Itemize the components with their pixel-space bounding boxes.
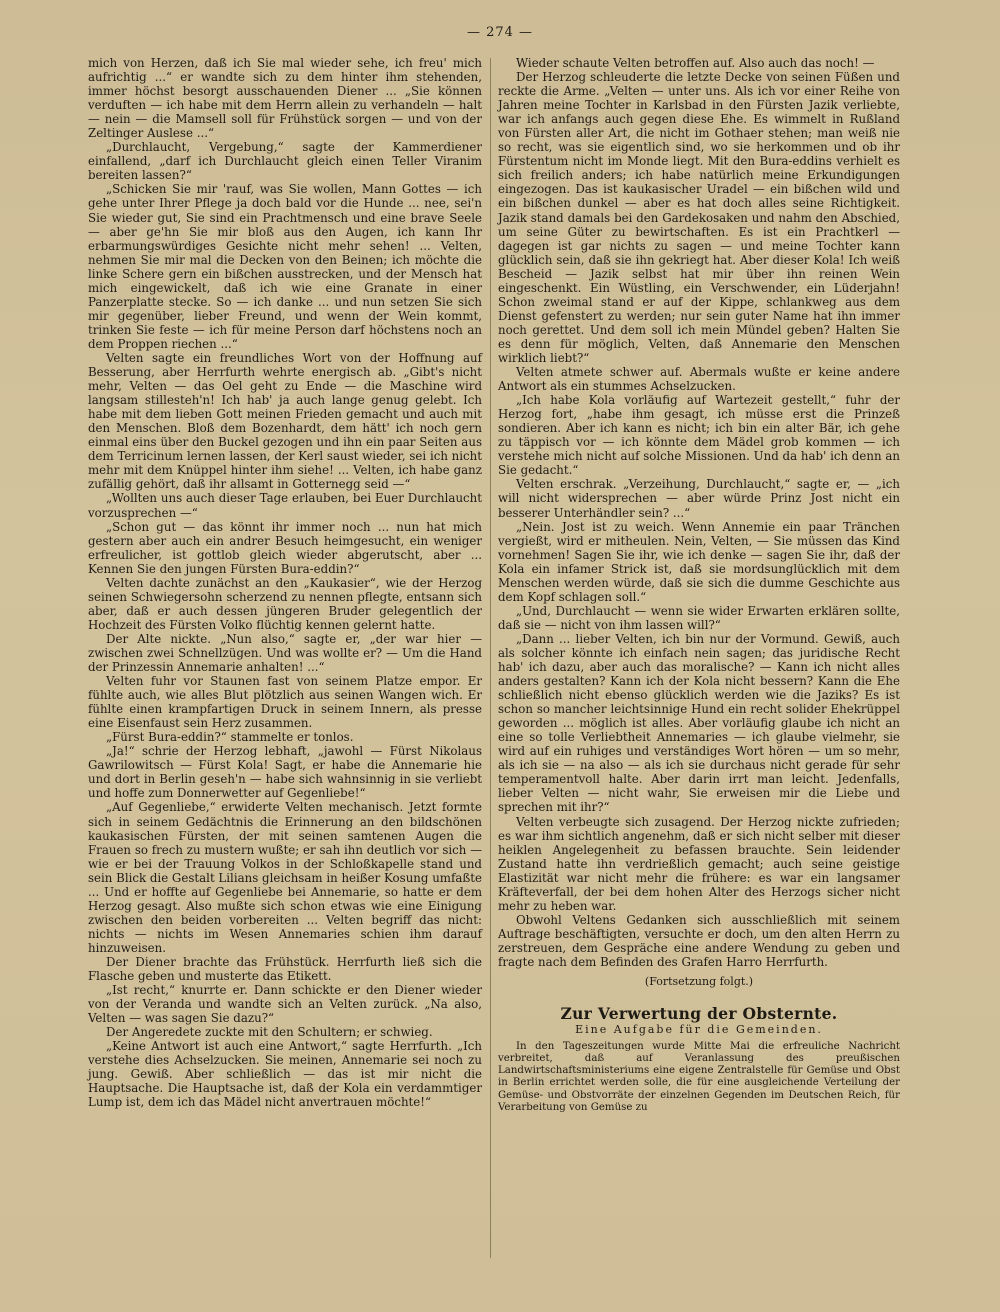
paragraph: Velten atmete schwer auf. Abermals wußte er keine andere Antwort als ein stummes Achselzucken. [498, 365, 900, 394]
paragraph: „Und, Durchlaucht — wenn sie wider Erwarten erklären sollte, daß sie — nicht von ihm lassen will?“ [498, 603, 900, 632]
paragraph: Der Alte nickte. „Nun also,“ sagte er, „der war hier — zwischen zwei Schnellzügen. Und was wollte er? — Um die Hand der Prinzessin Annemarie anhalten! ...“ [88, 631, 482, 675]
paragraph: „Schon gut — das könnt ihr immer noch ... nun hat mich gestern aber auch ein andrer Besuch heimgesucht, ein weniger erfreulicher, ist gottlob gleich wieder abgerutscht, aber ... Kennen Sie den jungen Fürsten Bura-eddin?“ [88, 519, 482, 576]
article-subtitle: Eine Aufgabe für die Gemeinden. [575, 1023, 823, 1037]
article-title: Zur Verwertung der Obsternte. [560, 1004, 838, 1024]
paragraph: „Wollten uns auch dieser Tage erlauben, bei Euer Durchlaucht vorzusprechen —“ [88, 491, 482, 520]
left-column [88, 56, 482, 1110]
paragraph: „Ich habe Kola vorläufig auf Wartezeit gestellt,“ fuhr der Herzog fort, „habe ihm gesagt, ich müsse erst die Prinzeß sondieren. Aber ich kann es nicht; ich bin ein alter Bär, ich gehe zu täppisch vor — ich könnte dem Mädel grob kommen — ich verstehe mich nicht auf solche Missionen. Und da hab' ich denn an Sie gedacht.“ [498, 393, 900, 478]
paragraph: „Nein. Jost ist zu weich. Wenn Annemie ein paar Tränchen vergießt, wird er mitheulen. Nein, Velten, — Sie müssen das Kind vornehmen! Sagen Sie ihr, wie ich denke — sagen Sie ihr, daß der Kola ein infamer Strick ist, daß sie mordsunglücklich mit dem Menschen werden würde, daß sie sich die dumme Geschichte aus dem Kopf schlagen soll.“ [498, 519, 900, 604]
column-divider [490, 58, 491, 1258]
paragraph: „Dann ... lieber Velten, ich bin nur der Vormund. Gewiß, auch als solcher könnte ich einfach nein sagen; das juridische Recht hab' ich dazu, aber auch das moralische? — Kann ich nicht alles anders gestalten? Kann ich der Kola nicht bessern? Kann die Ehe schließlich nicht ebenso glücklich werden wie die Jaziks? Es ist schon so mancher leichtsinnige Hund ein recht solider Ehekrüppel geworden ... möglich ist alles. Aber vorläufig glaube ich nicht an eine so tolle Verliebtheit Annemaries — ich glaube vielmehr, sie wird auf ein ruhiges und verständiges Wort hören — um so mehr, als ich sie — na also — als ich sie durchaus nicht gerade für sehr temperamentvoll halte. Aber darin irrt man leicht. Jedenfalls, lieber Velten — nicht wahr, Sie erweisen mir die Liebe und sprechen mit ihr?“ [498, 631, 900, 815]
page-number: — 274 — [466, 25, 534, 40]
paragraph: „Ist recht,“ knurrte er. Dann schickte er den Diener wieder von der Veranda und wandte sich an Velten zurück. „Na also, Velten — was sagen Sie dazu?“ [88, 983, 482, 1026]
paragraph: „Keine Antwort ist auch eine Antwort,“ sagte Herrfurth. „Ich verstehe dies Achselzucken. Sie meinen, Annemarie sei noch zu jung. Gewiß. Aber schließlich — das ist mir nicht die Hauptsache. Die Hauptsache ist, daß der Kola ein verdammtiger Lump ist, dem ich das Mädel nicht anvertrauen möchte!“ [88, 1039, 482, 1110]
paragraph: Velten verbeugte sich zusagend. Der Herzog nickte zufrieden; es war ihm sichtlich angenehm, daß er sich nicht selber mit dieser heiklen Angelegenheit zu befassen brauchte. Sein leidender Zustand hatte ihn verdrießlich gemacht; auch seine geistige Elastizität war nicht mehr die frühere: es war ein langsamer Kräfteverfall, der bei dem hohen Alter des Herzogs sicher nicht mehr zu heben war. [498, 814, 900, 913]
paragraph: Obwohl Veltens Gedanken sich ausschließlich mit seinem Auftrage beschäftigten, versuchte er doch, um den alten Herrn zu zerstreuen, dem Gespräche eine andere Wendung zu geben und fragte nach dem Befinden des Grafen Harro Herrfurth. [498, 912, 900, 969]
paragraph: Der Herzog schleuderte die letzte Decke von seinen Füßen und reckte die Arme. „Velten — unter uns. Als ich vor einer Reihe von Jahren meine Tochter in Karlsbad in den Fürsten Jazik verliebte, war ich anfangs auch gegen diese Ehe. Es wimmelt in Rußland von Fürsten aller Art, die nicht im Gothaer stehen; man weiß nie so recht, was sie eigentlich sind, wo sie herkommen und ob ihr Fürstentum nicht im Monde liegt. Mit den Bura-eddins verhielt es sich freilich anders; ich habe natürlich meine Erkundigungen eingezogen. Das ist kaukasischer Uradel — ein bißchen wild und ein bißchen dunkel — aber es hat doch alles seine Richtigkeit. Jazik stand damals bei den Gardekosaken und nahm den Abschied, um seine Güter zu bewirtschaften. Es ist ein Prachtkerl — dagegen ist gar nichts zu sagen — und meine Tochter kann glücklich sein, daß sie ihn gekriegt hat. Aber dieser Kola! Ich weiß Bescheid — Jazik selbst hat mir über ihn reinen Wein eingeschenkt. Ein Wüstling, ein Verschwender, ein Lüderjahn! Schon zweimal stand er auf der Kippe, schlankweg aus dem Dienst gefenstert zu werden; nur sein guter Name hat ihn immer noch gerettet. Und dem soll ich mein Mündel geben? Halten Sie es denn für möglich, Velten, daß Annemarie den Menschen wirklich liebt?“ [498, 70, 900, 365]
paragraph: „Schicken Sie mir 'rauf, was Sie wollen, Mann Gottes — ich gehe unter Ihrer Pflege ja doch bald vor die Hunde ... nee, sei'n Sie wieder gut, Sie sind ein Prachtmensch und eine brave Seele — aber ge'hn Sie mir bloß aus den Augen, ich kann Ihr erbarmungswürdiges Gesichte nicht mehr sehen! ... Velten, nehmen Sie mir mal die Decken von den Beinen; ich möchte die linke Schere gern ein bißchen ausstrecken, und der Mensch hat mich eingewickelt, daß ich wie eine Granate in einer Panzerplatte stecke. So — ich danke ... und nun setzen Sie sich mir gegenüber, lieber Freund, und wenn der Wein kommt, trinken Sie feste — ich für meine Person darf höchstens noch an dem Proppen riechen ...“ [88, 182, 482, 351]
paragraph: Velten sagte ein freundliches Wort von der Hoffnung auf Besserung, aber Herrfurth wehrte energisch ab. „Gibt's nicht mehr, Velten — das Oel geht zu Ende — die Maschine wird langsam stillesteh'n! Ich hab' ja auch lange genug gelebt. Ich habe mit dem lieben Gott meinen Frieden gemacht und auch mit den Menschen. Bloß dem Bozenhardt, dem hätt' ich noch gern einmal eins über den Buckel gezogen und ihn ein paar Seiten aus dem Terricinum lernen lassen, der Kerl saust wieder, sei ich nicht mehr mit dem Knüppel hinter ihm siehe! ... Velten, ich habe ganz zufällig gehört, daß ihr allsamt in Gotternegg seid —“ [88, 350, 482, 492]
paragraph: „Fürst Bura-eddin?“ stammelte er tonlos. [106, 730, 354, 745]
paragraph: Velten fuhr vor Staunen fast von seinem Platze empor. Er fühlte auch, wie alles Blut plötzlich aus seinen Wangen wich. Er fühlte einen krampfartigen Druck in seinem Innern, als presse eine Eisenfaust sein Herz zusammen. [88, 674, 482, 731]
paragraph: Velten dachte zunächst an den „Kaukasier“, wie der Herzog seinen Schwiegersohn scherzend zu nennen pflegte, entsann sich aber, daß er auch dessen jüngeren Bruder gelegentlich der Hochzeit des Fürsten Volko flüchtig kennen gelernt hatte. [88, 575, 482, 632]
paragraph: Der Diener brachte das Frühstück. Herrfurth ließ sich die Flasche geben und musterte das Etikett. [88, 955, 482, 984]
paragraph: Der Angeredete zuckte mit den Schultern; er schwieg. [106, 1025, 433, 1040]
paragraph: mich von Herzen, daß ich Sie mal wieder sehe, ich freu' mich aufrichtig ...“ er wandte sich zu dem hinter ihm stehenden, immer höchst besorgt ausschauenden Diener ... „Sie können verduften — ich habe mit dem Herrn allein zu verhandeln — halt — nein — die Mamsell soll für Frühstück sorgen — und von der Zeltinger Auslese ...“ [88, 56, 482, 141]
paragraph: „Ja!“ schrie der Herzog lebhaft, „jawohl — Fürst Nikolaus Gawrilowitsch — Fürst Kola! Sagt, er habe die Annemarie hie und dort in Berlin geseh'n — habe sich wahnsinnig in sie verliebt und hoffe zum Donnerwetter auf Gegenliebe!“ [88, 744, 482, 801]
paragraph: „Auf Gegenliebe,“ erwiderte Velten mechanisch. Jetzt formte sich in seinem Gedächtnis die Erinnerung an den bildschönen kaukasischen Fürsten, der mit seinen samtenen Augen die Frauen so frech zu mustern wußte; er sah ihn deutlich vor sich — wie er bei der Trauung Volkos in der Schloßkapelle stand und sein Blick die Gestalt Lilians gleichsam in heißer Kosung umfaßte ... Und er hoffte auf Gegenliebe bei Annemarie, so hatte er dem Herzog gesagt. Also mußte sich schon etwas wie eine Einigung zwischen den beiden vorbereiten ... Velten begriff das nicht: nichts — nichts im Wesen Annemaries schien ihm darauf hinzuweisen. [88, 800, 482, 955]
paragraph: „Durchlaucht, Vergebung,“ sagte der Kammerdiener einfallend, „darf ich Durchlaucht gleich einen Teller Viranim bereiten lassen?“ [88, 140, 482, 183]
paragraph: Velten erschrak. „Verzeihung, Durchlaucht,“ sagte er, — „ich will nicht widersprechen — aber würde Prinz Jost nicht ein besserer Unterhändler sein? ...“ [498, 477, 900, 520]
continuation-note: (Fortsetzung folgt.) [644, 975, 754, 989]
paragraph: Wieder schaute Velten betroffen auf. Also auch das noch! — [516, 56, 875, 70]
right-column [498, 56, 900, 1114]
article-body: In den Tageszeitungen wurde Mitte Mai die erfreuliche Nachricht verbreitet, daß auf Veranlassung des preußischen Landwirtschaftsministeriums eine eigene Zentralstelle für Gemüse und Obst in Berlin errichtet werden solle, die für eine ausgleichende Verteilung der Gemüse- und Obstvorräte der einzelnen Gegenden im Deutschen Reich, für Verarbeitung von Gemüse zu [498, 1041, 900, 1113]
